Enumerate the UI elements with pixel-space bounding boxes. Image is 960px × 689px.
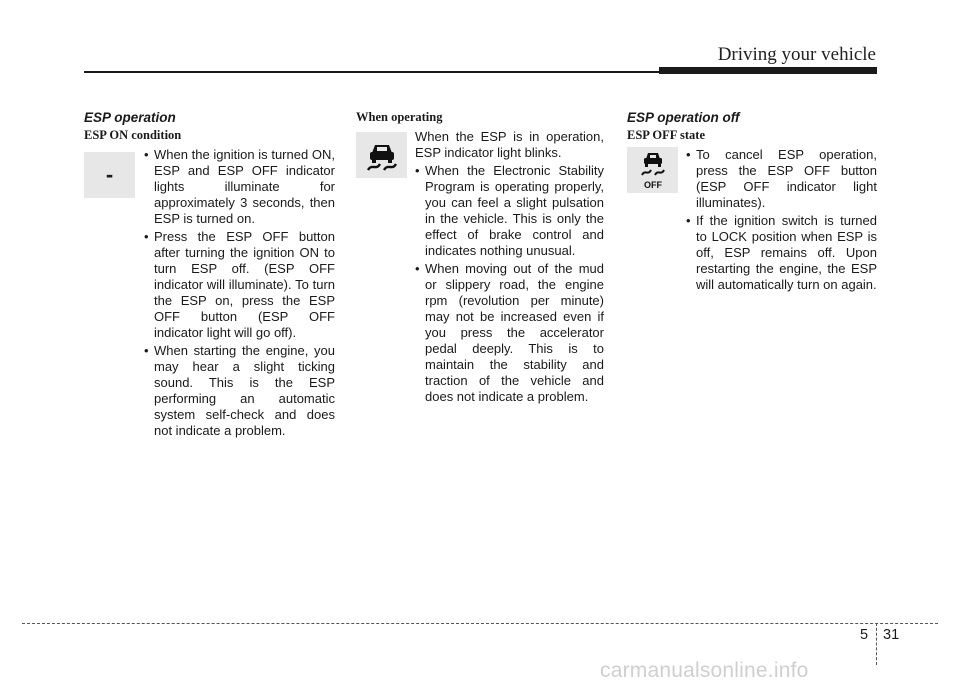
list-item: • When the Electronic Stability Program is operating properly, you can feel a slight pulsation in the vehicle. This is only the effect of brake control and indicates nothing unusual. (415, 163, 604, 259)
list-item: • When the ignition is turned ON, ESP and ESP OFF indicator lights illuminate for approximately 3 seconds, then ESP is turned on. (144, 147, 335, 227)
esp-off-bullet-list (686, 147, 877, 295)
list-item: • When starting the engine, you may hear a slight ticking sound. This is the ESP performing an automatic system self-check and does not indicate a problem. (144, 343, 335, 439)
list-item: • Press the ESP OFF button after turning the ignition ON to turn ESP off. (ESP OFF indicator will illuminate). To turn the ESP on, press the ESP OFF button (ESP OFF indicator light will go off). (144, 229, 335, 341)
section-title-esp-operation-off: ESP operation off (627, 110, 740, 125)
header-rule-accent (659, 67, 877, 74)
dash-icon-box (84, 152, 135, 198)
chapter-number: 5 (860, 627, 869, 643)
page-number: 31 (883, 627, 900, 643)
list-item: • When moving out of the mud or slippery road, the engine rpm (revolution per minute) may not be increased even if you press the accelerator pedal deeply. This is to maintain the stability and traction of the vehicle and does not indicate a problem. (415, 261, 604, 405)
footer-rule (22, 623, 938, 624)
esp-off-icon (633, 149, 673, 191)
esp-off-icon-box (627, 147, 678, 193)
subtitle-esp-off-state: ESP OFF state (627, 128, 706, 142)
esp-icon-box (356, 132, 407, 178)
watermark: carmanualsonline.info (600, 659, 809, 682)
section-title-esp-operation: ESP operation (84, 110, 176, 125)
esp-skid-icon (364, 137, 400, 173)
list-item: • To cancel ESP operation, press the ESP OFF button (ESP OFF indicator light illuminates). (686, 147, 877, 211)
header-title: Driving your vehicle (717, 44, 876, 65)
when-operating-bullet-list (415, 163, 604, 407)
esp-on-bullet-list (144, 147, 335, 441)
subtitle-when-operating: When operating (356, 110, 443, 124)
esp-off-icon-label: OFF (643, 180, 662, 190)
list-item: • If the ignition switch is turned to LOCK position when ESP is off, ESP remains off. Upon restarting the engine, the ESP will automatically turn on again. (686, 213, 877, 293)
subtitle-esp-on: ESP ON condition (84, 128, 182, 142)
footer-divider (876, 623, 877, 665)
when-operating-intro: When the ESP is in operation, ESP indicator light blinks. (415, 129, 604, 160)
header-rule (84, 71, 659, 73)
dash-icon: - (105, 162, 114, 187)
